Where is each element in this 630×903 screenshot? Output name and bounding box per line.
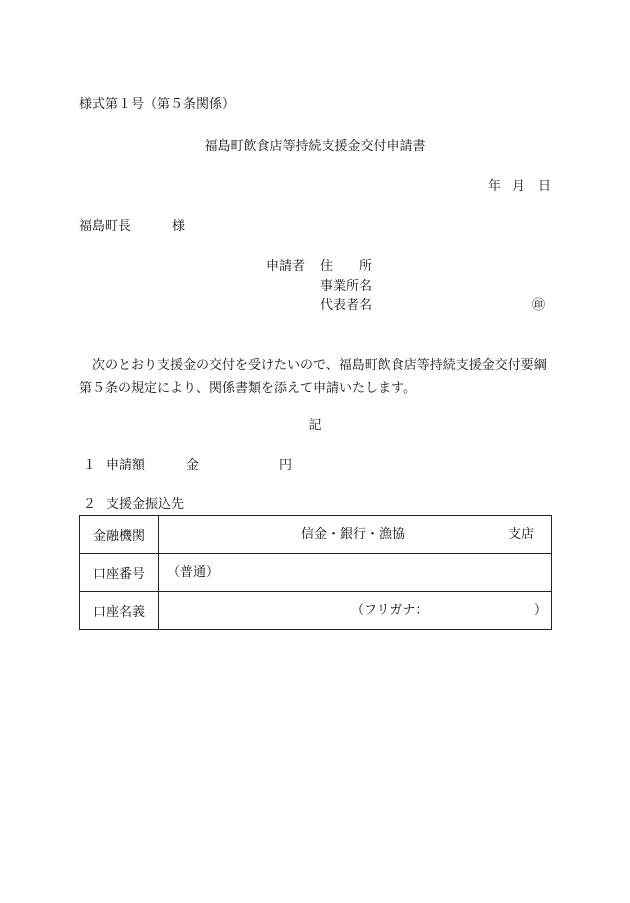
bank-row-account-number: [80, 554, 552, 592]
form-number: 様式第１号（第５条関係）: [79, 97, 236, 112]
item2-number: ２: [83, 497, 97, 512]
account-type: （普通）: [167, 565, 220, 580]
account-holder-label: 口座名義: [80, 592, 159, 630]
date-day: 日: [538, 179, 552, 194]
item1-number: １: [83, 458, 97, 473]
institution-types: 信金・銀行・漁協: [301, 527, 406, 542]
date-year: 年: [488, 179, 502, 194]
date-month: 月: [512, 179, 526, 194]
amount-kin: 金: [186, 458, 200, 473]
amount-yen: 円: [279, 458, 293, 473]
addressee-name: 福島町長: [79, 219, 132, 234]
seal-mark: ㊞: [532, 298, 546, 313]
institution-field[interactable]: [159, 516, 552, 554]
furigana-close: ）: [534, 603, 548, 618]
account-number-field[interactable]: [159, 554, 552, 592]
applicant-label: 申請者: [266, 259, 306, 274]
account-holder-field[interactable]: [159, 592, 552, 630]
ki-heading: 記: [308, 418, 322, 433]
bank-row-account-holder: [80, 592, 552, 630]
document-title: 福島町飲食店等持続支援金交付申請書: [204, 139, 426, 154]
bank-row-institution: [80, 516, 552, 554]
branch-label: 支店: [508, 527, 535, 542]
addressee-honorific: 様: [172, 219, 186, 234]
item2-label: 支援金振込先: [106, 497, 185, 512]
address-label: 住 所: [320, 259, 373, 274]
request-paragraph: 次のとおり支援金の交付を受けたいので、福島町飲食店等持続支援金交付要綱第５条の規定により、関係書類を添えて申請いたします。: [79, 358, 547, 396]
representative-label: 代表者名: [320, 298, 373, 313]
item1-label: 申請額: [106, 458, 146, 473]
bank-table: [79, 515, 552, 630]
account-number-label: 口座番号: [80, 554, 159, 592]
furigana-open: （フリガナ：: [351, 603, 429, 618]
institution-label: 金融機関: [80, 516, 159, 554]
office-name-label: 事業所名: [320, 279, 373, 294]
